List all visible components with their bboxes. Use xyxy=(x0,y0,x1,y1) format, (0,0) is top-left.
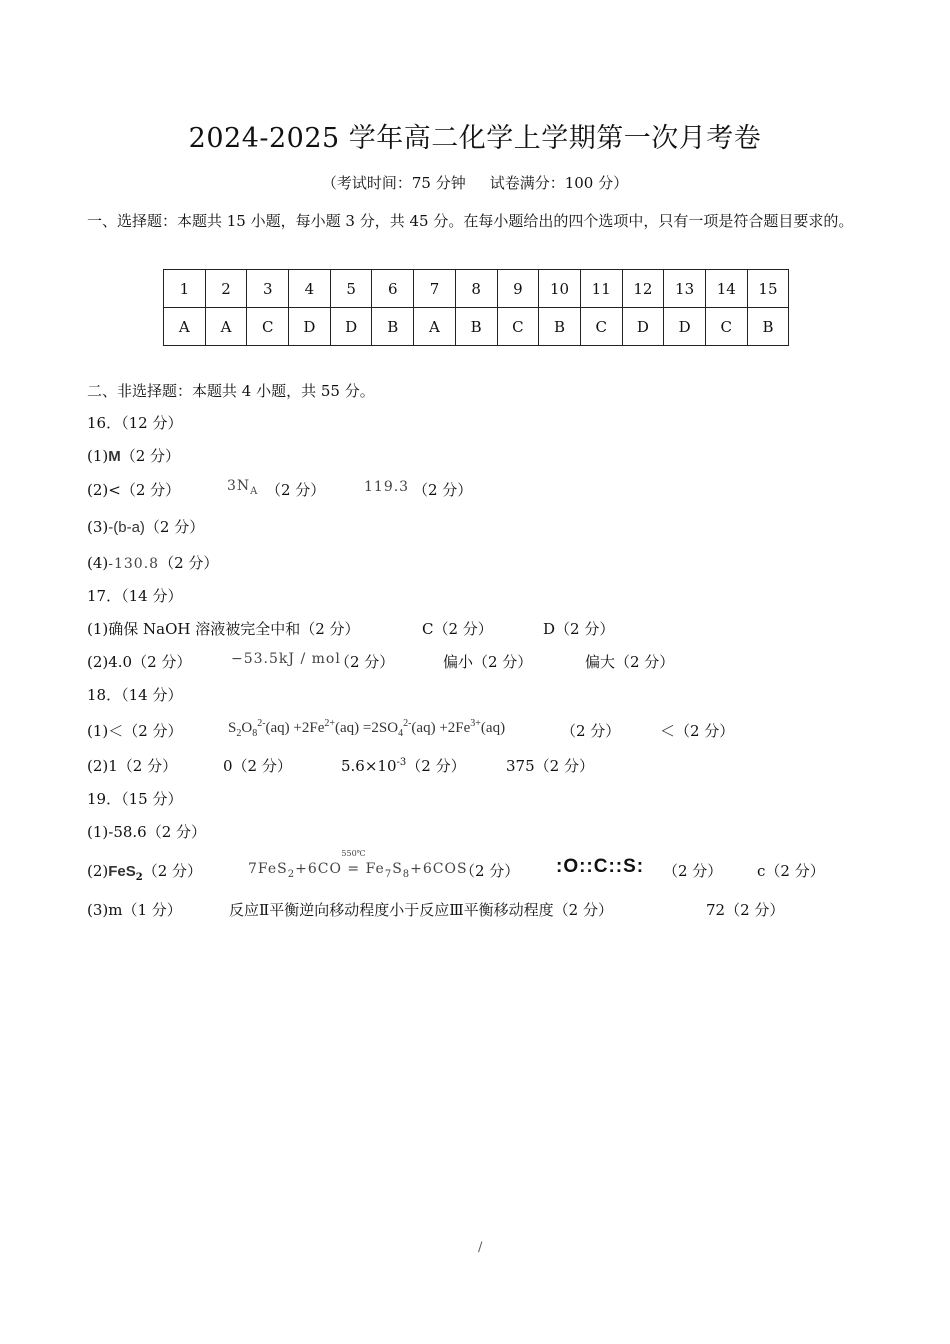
answer-cell: B xyxy=(455,308,497,346)
q17-1-answer-a: (1)确保 NaOH 溶液被完全中和（2 分） xyxy=(87,620,360,638)
q16-4: (4)-130.8（2 分） xyxy=(87,554,219,572)
q16-4-answer: -130.8 xyxy=(108,556,160,572)
q16-2: (2)<（2 分） xyxy=(87,481,181,499)
answer-cell: B xyxy=(747,308,789,346)
answer-cell: C xyxy=(705,308,747,346)
q19-2-lewis-structure: :O::C::S: xyxy=(556,856,645,877)
q16-2-answer-b: $3N_A$ xyxy=(227,478,259,497)
question-number-cell: 3 xyxy=(247,270,289,308)
section2-heading: 二、非选择题：本题共 4 小题，共 55 分。 xyxy=(87,382,375,400)
answer-cell: C xyxy=(247,308,289,346)
question-number-cell: 8 xyxy=(455,270,497,308)
exam-score: 试卷满分：100 分） xyxy=(489,174,629,192)
section1-heading: 一、选择题：本题共 15 小题，每小题 3 分，共 45 分。在每小题给出的四个选项中，只有一项是符合题目要求的。 xyxy=(87,212,854,230)
answer-table-number-row xyxy=(164,270,789,308)
exam-time: （考试时间：75 分钟 xyxy=(321,174,466,192)
answer-cell: B xyxy=(372,308,414,346)
answer-cell: D xyxy=(289,308,331,346)
question-number-cell: 13 xyxy=(664,270,706,308)
answer-table-answer-row xyxy=(164,308,789,346)
q18-heading: 18．（14 分） xyxy=(87,686,183,704)
question-number-cell: 6 xyxy=(372,270,414,308)
question-number-cell: 4 xyxy=(289,270,331,308)
answer-cell: A xyxy=(205,308,247,346)
q19-heading: 19．（15 分） xyxy=(87,790,183,808)
question-number-cell: 14 xyxy=(705,270,747,308)
q16-2-answer-c: 119.3 xyxy=(364,479,410,495)
q16-1: (1)M（2 分） xyxy=(87,447,181,465)
q19-3-answer-a: (3)m（1 分） xyxy=(87,901,182,919)
answer-cell: D xyxy=(664,308,706,346)
question-number-cell: 11 xyxy=(580,270,622,308)
q17-2-answer-c: 偏小（2 分） xyxy=(443,653,533,671)
q19-3-answer-c: 72（2 分） xyxy=(706,901,785,919)
q16-heading: 16．（12 分） xyxy=(87,414,183,432)
q17-2-answer-d: 偏大（2 分） xyxy=(585,653,675,671)
q18-1-answer-c: ＜（2 分） xyxy=(660,722,735,740)
q16-3-answer: -(b-a) xyxy=(108,519,145,536)
answer-cell: A xyxy=(164,308,206,346)
question-number-cell: 1 xyxy=(164,270,206,308)
q17-1-answer-c: D（2 分） xyxy=(543,620,615,638)
answer-table xyxy=(163,269,789,346)
q18-2-answer-c: $5.6\times 10^{-3}(2$ 分） xyxy=(341,757,466,775)
q19-3-answer-b: 反应Ⅱ平衡逆向移动程度小于反应Ⅲ平衡移动程度（2 分） xyxy=(229,901,613,919)
page-title: 2024-2025 学年高二化学上学期第一次月考卷 xyxy=(188,123,762,154)
q18-1-answer-a: (1)＜（2 分） xyxy=(87,722,183,740)
q16-3: (3)-(b-a)（2 分） xyxy=(87,518,205,536)
question-number-cell: 7 xyxy=(414,270,456,308)
q19-1: (1)-58.6（2 分） xyxy=(87,823,207,841)
q16-1-answer: M xyxy=(108,448,121,465)
q18-2-answer-d: 375（2 分） xyxy=(506,757,594,775)
answer-cell: A xyxy=(414,308,456,346)
question-number-cell: 9 xyxy=(497,270,539,308)
q19-2-equation: 7FeS$_2$+6CO = 550℃ $Fe_7S_8+6COS$ xyxy=(248,849,468,880)
q18-2-answer-b: 0（2 分） xyxy=(223,757,292,775)
page: 2024-2025 学年高二化学上学期第一次月考卷 （考试时间：75 分钟 试卷满分：100 分） 一、选择题：本题共 15 小题，每小题 3 分，共 45 分。在每小题给出的四个选项中，只有一项是符合题目要求的。 1 2 3 4 5 6 7 8 9 10 11 12 13 14 15 A A C D D B A B C B C D D C B 二、非选择题：本题共 4 小题，共 55 分。 16．（12 分） (1)M（2 分） (2)<（2 分） $3N_A$ （2 分） 119.3 （2 分） (3)-(b-a)（2 分） (4)-130.8（2 分） 17．（14 分） (1)确保 NaOH 溶液被完全中和（2 分） C（2 分） D（2 分） (2)4.0（2 分） −53.5kJ / mol （2 分） 偏小（2 分） 偏大（2 分） 18．（14 分） (1)＜（2 分） $S_2O_8^{2-}(aq) +2Fe^{2+}(aq) =2SO_4^{2-}(aq) +2Fe^{3+}(aq)$ （2 分） ＜（2 分） (2)1（2 分） 0（2 分） $5.6\times 10^{-3}(2$ 分） 375（2 分） 19．（15 分） (1)-58.6（2 分） (2)FeS$_2$（2 分） 7FeS$_2$+6CO = 550℃ $Fe_7S_8+6COS$ （2 分） :O::C::S: （2 分） c（2 分） (3)m（1 分） 反应Ⅱ平衡逆向移动程度小于反应Ⅲ平衡移动程度（2 分） 72（2 分） / xyxy=(0,0,950,1344)
q17-heading: 17．（14 分） xyxy=(87,587,183,605)
question-number-cell: 2 xyxy=(205,270,247,308)
answer-cell: C xyxy=(497,308,539,346)
q18-2-answer-a: (2)1（2 分） xyxy=(87,757,178,775)
q19-2-condition: 550℃ xyxy=(341,849,366,858)
answer-cell: C xyxy=(580,308,622,346)
answer-cell: D xyxy=(622,308,664,346)
q18-1-equation: $S_2O_8^{2-}(aq) +2Fe^{2+}(aq) =2SO_4^{2-}(aq) +2Fe^{3+}(aq)$ xyxy=(228,718,506,739)
q16-2-answer-a: < xyxy=(108,481,121,499)
answer-cell: D xyxy=(330,308,372,346)
question-number-cell: 15 xyxy=(747,270,789,308)
answer-cell: B xyxy=(539,308,581,346)
q17-2-answer-a: (2)4.0（2 分） xyxy=(87,653,192,671)
question-number-cell: 10 xyxy=(539,270,581,308)
q17-1-answer-b: C（2 分） xyxy=(422,620,493,638)
subtitle xyxy=(0,172,950,193)
q17-2-answer-b: −53.5kJ / mol xyxy=(231,651,341,667)
q19-2-answer-a: (2)FeS$_2$（2 分） xyxy=(87,862,203,883)
page-footer: / xyxy=(478,1240,483,1255)
question-number-cell: 12 xyxy=(622,270,664,308)
question-number-cell: 5 xyxy=(330,270,372,308)
q19-2-answer-d: c（2 分） xyxy=(757,862,825,880)
